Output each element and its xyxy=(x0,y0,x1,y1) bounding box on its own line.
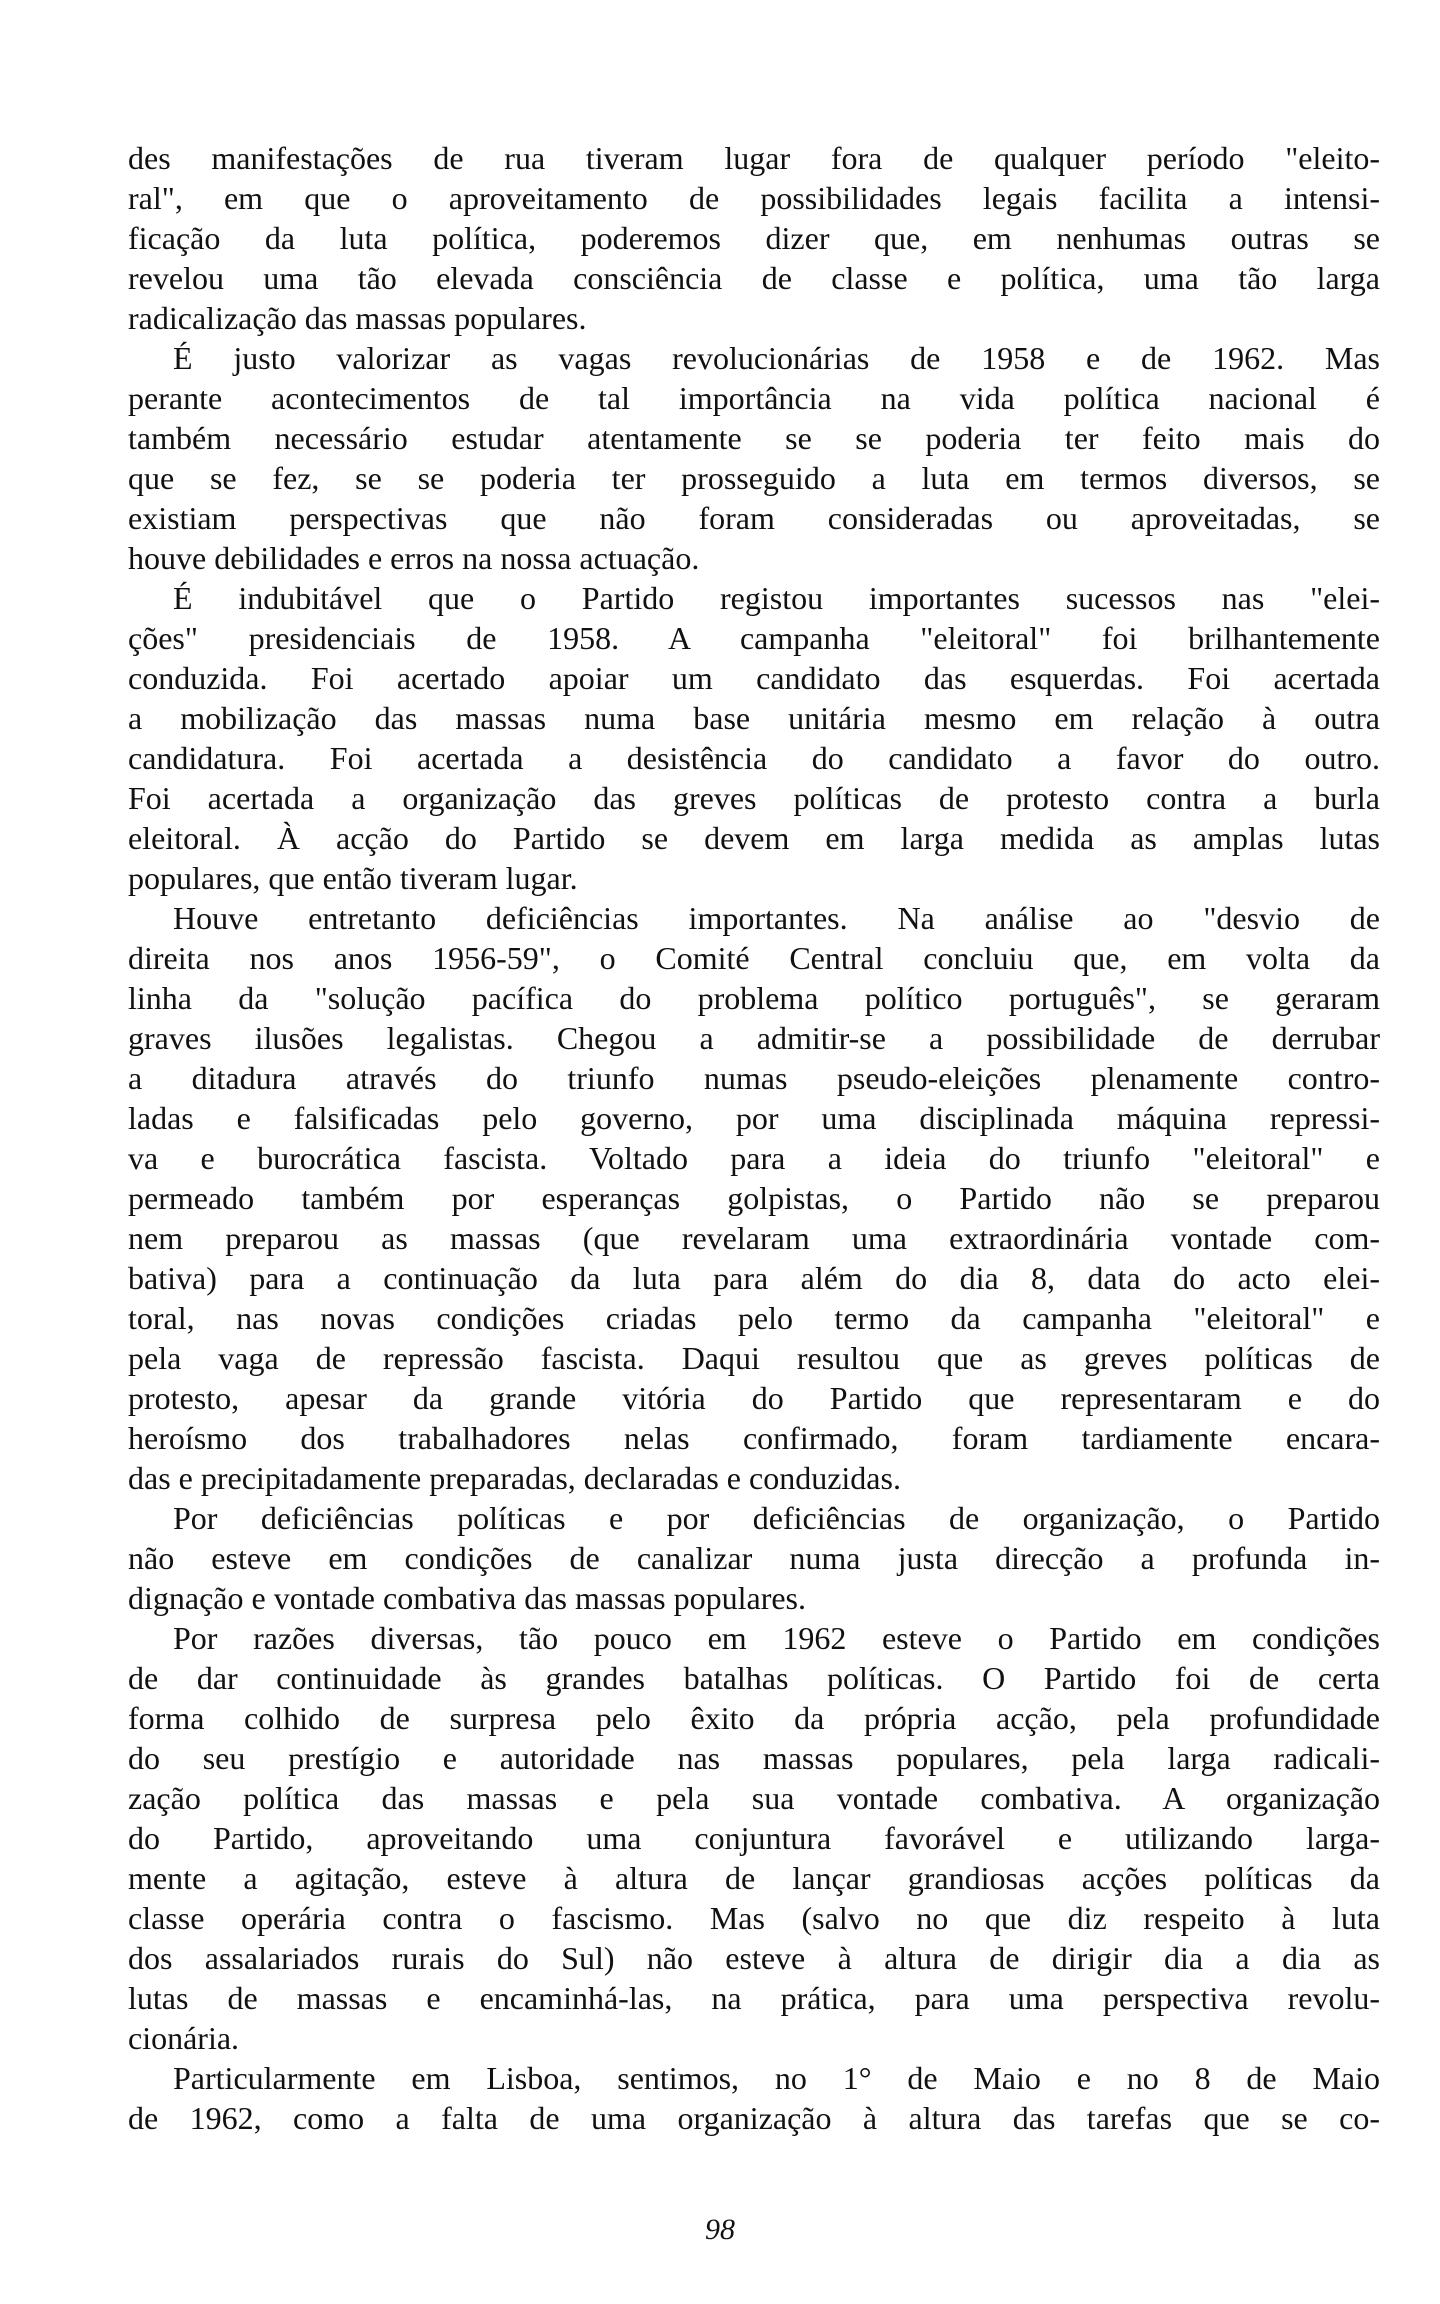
text-line: ral", em que o aproveitamento de possibilidades legais facilita a intensi- xyxy=(128,180,1380,216)
text-line: ladas e falsificadas pelo governo, por uma disciplinada máquina repressi- xyxy=(128,1100,1380,1136)
text-line: existiam perspectivas que não foram consideradas ou aproveitadas, se xyxy=(128,500,1380,536)
page-number: 98 xyxy=(705,2213,735,2246)
text-line: classe operária contra o fascismo. Mas (salvo no que diz respeito à luta xyxy=(128,1900,1380,1936)
text-line: do Partido, aproveitando uma conjuntura favorável e utilizando larga- xyxy=(128,1820,1380,1856)
text-line: cionária. xyxy=(128,2020,240,2056)
text-line: linha da "solução pacífica do problema político português", se geraram xyxy=(128,980,1380,1016)
text-line: dignação e vontade combativa das massas populares. xyxy=(128,1580,806,1616)
paragraph-first-line: Particularmente em Lisboa, sentimos, no 1° de Maio e no 8 de Maio xyxy=(173,2060,1380,2096)
text-line: conduzida. Foi acertado apoiar um candidato das esquerdas. Foi acertada xyxy=(128,660,1380,696)
text-line: zação política das massas e pela sua vontade combativa. A organização xyxy=(128,1780,1380,1816)
text-line: direita nos anos 1956-59", o Comité Central concluiu que, em volta da xyxy=(128,940,1380,976)
paragraph-first-line: Houve entretanto deficiências importantes. Na análise ao "desvio de xyxy=(173,900,1380,936)
text-line: heroísmo dos trabalhadores nelas confirmado, foram tardiamente encara- xyxy=(128,1420,1380,1456)
text-line: revelou uma tão elevada consciência de classe e política, uma tão larga xyxy=(128,260,1380,296)
text-line: forma colhido de surpresa pelo êxito da própria acção, pela profundidade xyxy=(128,1700,1380,1736)
text-line: toral, nas novas condições criadas pelo termo da campanha "eleitoral" e xyxy=(128,1300,1380,1336)
text-line: va e burocrática fascista. Voltado para a ideia do triunfo "eleitoral" e xyxy=(128,1140,1380,1176)
text-line: radicalização das massas populares. xyxy=(128,300,587,336)
text-line: populares, que então tiveram lugar. xyxy=(128,860,578,896)
text-line: Foi acertada a organização das greves políticas de protesto contra a burla xyxy=(128,780,1380,816)
text-line: de dar continuidade às grandes batalhas políticas. O Partido foi de certa xyxy=(128,1660,1380,1696)
paragraph-first-line: Por deficiências políticas e por deficiências de organização, o Partido xyxy=(173,1500,1380,1536)
text-line: a mobilização das massas numa base unitária mesmo em relação à outra xyxy=(128,700,1380,736)
text-line: também necessário estudar atentamente se se poderia ter feito mais do xyxy=(128,420,1380,456)
text-line: houve debilidades e erros na nossa actuação. xyxy=(128,540,700,576)
text-line: mente a agitação, esteve à altura de lançar grandiosas acções políticas da xyxy=(128,1860,1380,1896)
text-line: des manifestações de rua tiveram lugar fora de qualquer período "eleito- xyxy=(128,140,1380,176)
text-line: bativa) para a continuação da luta para além do dia 8, data do acto elei- xyxy=(128,1260,1380,1296)
text-line: ções" presidenciais de 1958. A campanha "eleitoral" foi brilhantemente xyxy=(128,620,1380,656)
text-line: a ditadura através do triunfo numas pseudo-eleições plenamente contro- xyxy=(128,1060,1380,1096)
text-line: pela vaga de repressão fascista. Daqui resultou que as greves políticas de xyxy=(128,1340,1380,1376)
text-line: candidatura. Foi acertada a desistência do candidato a favor do outro. xyxy=(128,740,1380,776)
paragraph-first-line: É justo valorizar as vagas revolucionárias de 1958 e de 1962. Mas xyxy=(173,340,1380,376)
text-line: graves ilusões legalistas. Chegou a admitir-se a possibilidade de derrubar xyxy=(128,1020,1380,1056)
text-line: das e precipitadamente preparadas, declaradas e conduzidas. xyxy=(128,1460,901,1496)
text-line: eleitoral. À acção do Partido se devem em larga medida as amplas lutas xyxy=(128,820,1380,856)
text-line: que se fez, se se poderia ter prosseguido a luta em termos diversos, se xyxy=(128,460,1380,496)
text-line: perante acontecimentos de tal importância na vida política nacional é xyxy=(128,380,1380,416)
text-line: não esteve em condições de canalizar numa justa direcção a profunda in- xyxy=(128,1540,1380,1576)
text-line: do seu prestígio e autoridade nas massas populares, pela larga radicali- xyxy=(128,1740,1380,1776)
text-line: nem preparou as massas (que revelaram uma extraordinária vontade com- xyxy=(128,1220,1380,1256)
text-line: protesto, apesar da grande vitória do Partido que representaram e do xyxy=(128,1380,1380,1416)
text-line: ficação da luta política, poderemos dizer que, em nenhumas outras se xyxy=(128,220,1380,256)
text-line: dos assalariados rurais do Sul) não esteve à altura de dirigir dia a dia as xyxy=(128,1940,1380,1976)
text-line: de 1962, como a falta de uma organização à altura das tarefas que se co- xyxy=(128,2100,1380,2136)
paragraph-first-line: É indubitável que o Partido registou importantes sucessos nas "elei- xyxy=(173,580,1380,616)
text-line: permeado também por esperanças golpistas, o Partido não se preparou xyxy=(128,1180,1380,1216)
paragraph-first-line: Por razões diversas, tão pouco em 1962 esteve o Partido em condições xyxy=(173,1620,1380,1656)
text-line: lutas de massas e encaminhá-las, na prática, para uma perspectiva revolu- xyxy=(128,1980,1380,2016)
